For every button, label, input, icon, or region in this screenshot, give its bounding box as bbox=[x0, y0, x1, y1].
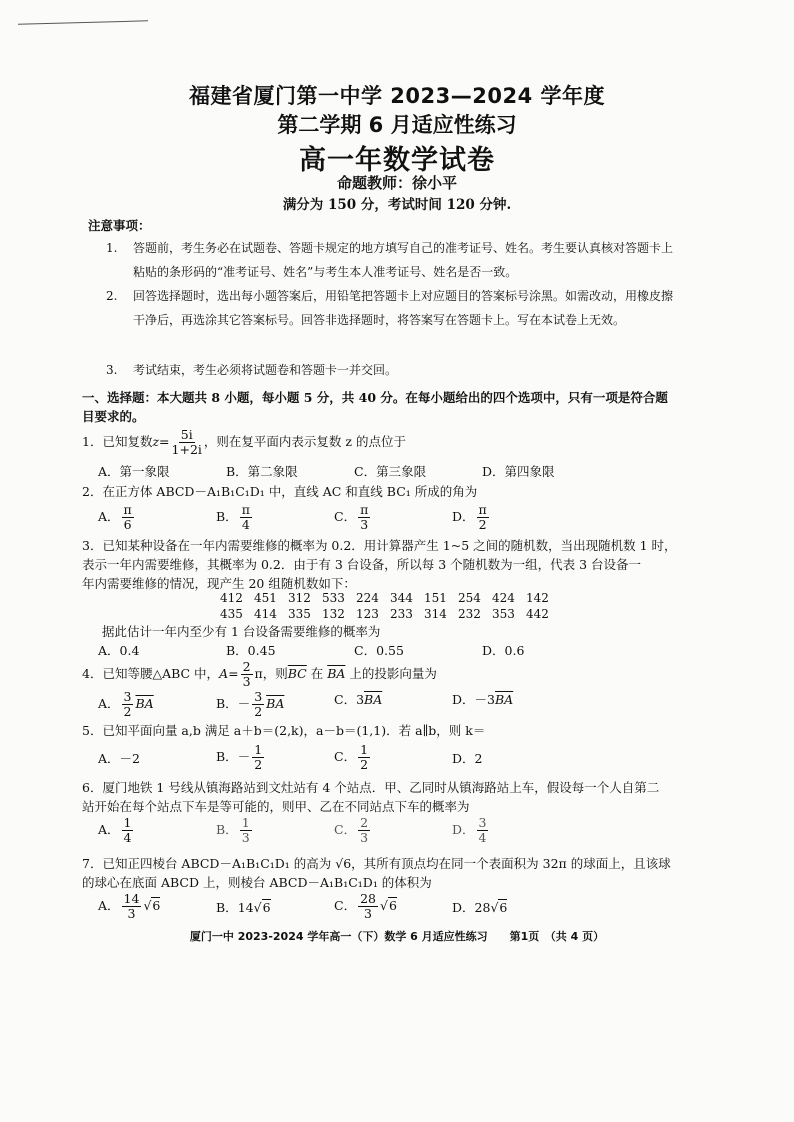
random-number: 344 bbox=[390, 591, 413, 605]
question-1-options bbox=[98, 462, 658, 480]
fraction-denominator: 2 bbox=[123, 704, 132, 719]
radicand: 6 bbox=[499, 900, 508, 915]
radicand: 6 bbox=[262, 900, 271, 915]
question-7-options bbox=[98, 892, 658, 921]
random-number: 412 bbox=[220, 591, 243, 605]
option-a[interactable] bbox=[98, 816, 216, 845]
question-6-line: 站开始在每个站点下车是等可能的，则甲、乙在不同站点下车的概率为 bbox=[82, 799, 470, 814]
question-3-line: 据此估计一年内至少有 1 台设备需要维修的概率为 bbox=[102, 624, 381, 639]
fraction-denominator: 4 bbox=[123, 830, 132, 845]
fraction-numerator: 2 bbox=[242, 659, 251, 674]
vector-bc: $\overline{BC}$ bbox=[287, 666, 307, 681]
option-d[interactable] bbox=[452, 690, 513, 719]
option-label: A． bbox=[98, 509, 120, 524]
text: 在 bbox=[306, 666, 328, 681]
random-number: 442 bbox=[526, 607, 549, 621]
option-c[interactable] bbox=[334, 743, 452, 772]
exam-title: 高一年数学试卷 bbox=[299, 145, 495, 176]
question-3-line: 年内需要维修的情况，现产生 20 组随机数如下： bbox=[82, 576, 356, 591]
vector-ba: $\overline{BA}$ bbox=[135, 696, 154, 711]
question-7-line: 的球心在底面 ABCD 上，则棱台 ABCD－A₁B₁C₁D₁ 的体积为 bbox=[82, 875, 432, 890]
option-c[interactable] bbox=[334, 816, 452, 845]
option-label: B． bbox=[216, 509, 238, 524]
random-number: 233 bbox=[390, 607, 413, 621]
random-number: 123 bbox=[356, 607, 379, 621]
radicand: 6 bbox=[388, 898, 397, 913]
fraction bbox=[240, 503, 252, 532]
random-number: 132 bbox=[322, 607, 345, 621]
fraction-numerator: 5i bbox=[180, 427, 193, 442]
question-1 bbox=[82, 428, 682, 457]
random-number: 224 bbox=[356, 591, 379, 605]
option-label: D． bbox=[452, 751, 475, 766]
notice-title: 注意事项： bbox=[88, 218, 151, 233]
fraction-numerator: 3 bbox=[123, 689, 132, 704]
random-number: 435 bbox=[220, 607, 243, 621]
option-label: C． bbox=[334, 898, 357, 913]
option-a[interactable] bbox=[98, 892, 216, 921]
random-number: 312 bbox=[288, 591, 311, 605]
text: 上的投影向量为 bbox=[345, 666, 437, 681]
option-a[interactable] bbox=[98, 743, 216, 772]
option-label: A． bbox=[98, 751, 120, 766]
fraction bbox=[122, 690, 134, 719]
coefficient: 14 bbox=[237, 900, 254, 915]
fraction-numerator: 1 bbox=[254, 742, 263, 757]
option-label: D． bbox=[452, 692, 475, 707]
question-6-line: 6．厦门地铁 1 号线从镇海路站到文灶站有 4 个站点．甲、乙同时从镇海路站上车，假设每一个人自第二 bbox=[82, 780, 660, 795]
option-d[interactable] bbox=[452, 743, 482, 772]
option-b[interactable]: B．0.45 bbox=[226, 643, 276, 658]
score-time-line: 满分为 150 分，考试时间 120 分钟. bbox=[282, 197, 512, 213]
option-b[interactable]: B．第二象限 bbox=[226, 464, 298, 479]
fraction bbox=[241, 660, 253, 689]
option-label: A． bbox=[98, 898, 120, 913]
fraction bbox=[477, 816, 489, 845]
fraction bbox=[122, 816, 134, 845]
fraction-denominator: 4 bbox=[478, 830, 487, 845]
fraction bbox=[358, 503, 370, 532]
fraction-denominator: 6 bbox=[123, 517, 132, 532]
random-number: 254 bbox=[458, 591, 481, 605]
fraction-denominator: 2 bbox=[360, 757, 369, 772]
option-label: B． bbox=[216, 822, 238, 837]
option-c[interactable]: C．0.55 bbox=[354, 643, 404, 658]
notice-number: 2. bbox=[106, 289, 118, 303]
option-d[interactable] bbox=[452, 503, 491, 532]
question-6-options bbox=[98, 816, 658, 845]
question-2-options bbox=[98, 503, 658, 532]
option-a[interactable]: A．0.4 bbox=[98, 643, 140, 658]
option-label: C． bbox=[334, 749, 357, 764]
question-4-options bbox=[98, 690, 658, 719]
option-label: B． bbox=[216, 749, 238, 764]
question-7-line: 7．已知正四棱台 ABCD－A₁B₁C₁D₁ 的高为 √6，其所有顶点均在同一个表面积为 32π 的球面上，且该球 bbox=[82, 856, 671, 871]
option-c[interactable] bbox=[334, 690, 452, 719]
fraction-numerator: π bbox=[123, 502, 132, 517]
fraction-numerator: 14 bbox=[123, 891, 140, 906]
angle-a: A bbox=[219, 666, 229, 681]
term-title: 第二学期 6 月适应性练习 bbox=[277, 113, 517, 137]
option-label: D． bbox=[452, 900, 475, 915]
notice-text: 回答选择题时，选出每小题答案后，用铅笔把答题卡上对应题目的答案标号涂黑。如需改动，用橡皮擦干净后，再选涂其它答案标号。回答非选择题时，将答案写在答题卡上。写在本试卷上无效。 bbox=[133, 289, 674, 327]
option-value: 2 bbox=[474, 751, 483, 766]
fraction bbox=[477, 503, 489, 532]
fraction-numerator: 1 bbox=[241, 815, 250, 830]
question-4 bbox=[82, 660, 682, 689]
fraction-numerator: 28 bbox=[360, 891, 376, 906]
coefficient: －3 bbox=[474, 692, 495, 707]
option-c[interactable]: C．第三象限 bbox=[354, 464, 427, 479]
random-number: 335 bbox=[288, 607, 311, 621]
option-label: A． bbox=[98, 822, 120, 837]
option-d[interactable] bbox=[452, 816, 490, 845]
coefficient: 3 bbox=[356, 692, 365, 707]
fraction-denominator: 2 bbox=[478, 517, 487, 532]
section-heading: 一、选择题：本大题共 8 小题，每小题 5 分，共 40 分。在每小题给出的四个选项中，只有一项是符合题目要求的。 bbox=[82, 390, 668, 424]
option-d[interactable]: D．第四象限 bbox=[482, 464, 555, 479]
random-number: 353 bbox=[492, 607, 515, 621]
random-number: 424 bbox=[492, 591, 515, 605]
option-c[interactable] bbox=[334, 892, 452, 921]
random-number-row bbox=[220, 590, 560, 606]
fraction-denominator: 3 bbox=[242, 674, 251, 689]
fraction-numerator: π bbox=[241, 502, 250, 517]
fraction-numerator: 2 bbox=[360, 815, 369, 830]
fraction bbox=[172, 428, 202, 457]
fraction bbox=[252, 690, 264, 719]
random-number: 314 bbox=[424, 607, 447, 621]
notice-number: 1. bbox=[106, 241, 118, 255]
random-number: 232 bbox=[458, 607, 481, 621]
fraction-denominator: 2 bbox=[254, 704, 263, 719]
option-a[interactable] bbox=[98, 503, 216, 532]
fraction-numerator: 3 bbox=[254, 689, 263, 704]
notice-number: 3. bbox=[106, 363, 118, 377]
question-1-suffix: ，则在复平面内表示复数 z 的点位于 bbox=[203, 434, 406, 449]
question-3-line: 3．已知某种设备在一年内需要维修的概率为 0.2．用计算器产生 1~5 之间的随机数，当出现随机数 1 时， bbox=[82, 538, 677, 553]
option-b[interactable] bbox=[216, 690, 334, 719]
equals-sign: = bbox=[228, 666, 239, 681]
scan-artifact-line bbox=[18, 20, 148, 24]
question-3-line: 表示一年内需要维修，其概率为 0.2．由于有 3 台设备，所以每 3 个随机数为一组，代表 3 台设备一 bbox=[82, 557, 642, 572]
fraction bbox=[358, 816, 370, 845]
notice-item bbox=[106, 236, 676, 284]
option-b[interactable] bbox=[216, 503, 334, 532]
equals-sign: = bbox=[159, 434, 170, 449]
option-label: C． bbox=[334, 509, 357, 524]
random-number: 533 bbox=[322, 591, 345, 605]
vector-ba: $\overline{BA}$ bbox=[266, 696, 285, 711]
fraction-numerator: 3 bbox=[478, 815, 487, 830]
option-label: D． bbox=[452, 509, 475, 524]
pi-symbol: π bbox=[254, 666, 263, 681]
question-4-prefix: 4．已知等腰△ABC 中， bbox=[82, 666, 220, 681]
random-number: 151 bbox=[424, 591, 447, 605]
fraction-numerator: 1 bbox=[123, 815, 132, 830]
option-label: A． bbox=[98, 696, 120, 711]
minus-sign: － bbox=[237, 696, 251, 711]
random-number: 451 bbox=[254, 591, 277, 605]
fraction bbox=[358, 743, 370, 772]
option-c[interactable] bbox=[334, 503, 452, 532]
school-title: 福建省厦门第一中学 2023—2024 学年度 bbox=[188, 84, 605, 108]
vector-ba: $\overline{BA}$ bbox=[494, 692, 514, 707]
fraction bbox=[122, 892, 142, 921]
vector-ba: $\overline{BA}$ bbox=[327, 666, 346, 681]
notice-text: 答题前，考生务必在试题卷、答题卡规定的地方填写自己的准考证号、姓名。考生要认真核对答题卡上粘贴的条形码的“准考证号、姓名”与考生本人准考证号、姓名是否一致。 bbox=[133, 241, 674, 279]
question-1-prefix: 1．已知复数 bbox=[82, 434, 153, 449]
minus-sign: － bbox=[237, 749, 251, 764]
radicand: 6 bbox=[152, 898, 161, 913]
option-b[interactable] bbox=[216, 743, 334, 772]
option-label: C． bbox=[334, 822, 357, 837]
fraction-denominator: 4 bbox=[241, 517, 250, 532]
option-label: C． bbox=[334, 692, 357, 707]
option-d[interactable] bbox=[452, 892, 507, 921]
fraction bbox=[122, 503, 134, 532]
sqrt-symbol: √ bbox=[490, 900, 499, 915]
sqrt-symbol: √ bbox=[379, 898, 388, 913]
fraction-denominator: 3 bbox=[360, 517, 369, 532]
random-number: 142 bbox=[526, 591, 549, 605]
question-5: 5．已知平面向量 a,b 满足 a＋b＝(2,k)，a－b＝(1,1)．若 a∥b，则 k＝ bbox=[82, 723, 486, 738]
fraction bbox=[358, 892, 378, 921]
coefficient: 28 bbox=[474, 900, 491, 915]
variable-z: z bbox=[152, 434, 160, 449]
teacher-line: 命题教师：徐小平 bbox=[336, 174, 457, 192]
vector-ba: $\overline{BA}$ bbox=[364, 692, 383, 707]
option-label: D． bbox=[452, 822, 475, 837]
question-5-options bbox=[98, 743, 658, 772]
option-a[interactable] bbox=[98, 690, 216, 719]
fraction-denominator: 3 bbox=[364, 906, 372, 921]
page-footer: 厦门一中 2023-2024 学年高一（下）数学 6 月适应性练习 第1页 （共 4 页） bbox=[189, 930, 605, 943]
fraction-numerator: π bbox=[360, 502, 369, 517]
notice-item bbox=[106, 284, 676, 332]
notice-item bbox=[106, 358, 676, 382]
option-b[interactable] bbox=[216, 816, 334, 845]
question-3-options bbox=[98, 641, 658, 659]
fraction-denominator: 3 bbox=[127, 906, 136, 921]
fraction-denominator: 2 bbox=[254, 757, 263, 772]
fraction bbox=[252, 743, 264, 772]
notice-text: 考试结束，考生必须将试题卷和答题卡一并交回。 bbox=[133, 363, 398, 377]
fraction-denominator: 3 bbox=[360, 830, 369, 845]
fraction-numerator: 1 bbox=[360, 742, 369, 757]
question-2: 2．在正方体 ABCD－A₁B₁C₁D₁ 中，直线 AC 和直线 BC₁ 所成的角为 bbox=[82, 484, 478, 499]
sqrt-symbol: √ bbox=[143, 898, 152, 913]
random-number-row bbox=[220, 606, 560, 622]
fraction-denominator: 1+2i bbox=[171, 442, 202, 457]
option-d[interactable]: D．0.6 bbox=[482, 643, 525, 658]
fraction-numerator: π bbox=[478, 502, 487, 517]
fraction-denominator: 3 bbox=[241, 830, 250, 845]
option-a[interactable]: A．第一象限 bbox=[98, 464, 170, 479]
option-label: B． bbox=[216, 696, 238, 711]
fraction bbox=[240, 816, 252, 845]
random-number: 414 bbox=[254, 607, 277, 621]
text: ，则 bbox=[262, 666, 288, 681]
sqrt-symbol: √ bbox=[253, 900, 262, 915]
option-label: B． bbox=[216, 900, 238, 915]
option-b[interactable] bbox=[216, 892, 334, 921]
option-value: －2 bbox=[119, 751, 140, 766]
